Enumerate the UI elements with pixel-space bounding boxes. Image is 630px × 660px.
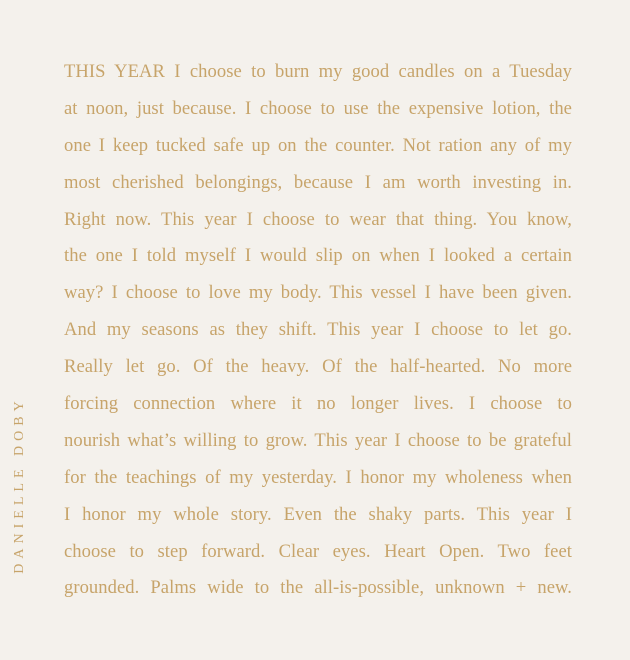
- quote-line: forcing connection where it no longer lives. I choose to: [64, 393, 572, 415]
- quote-line: I honor my whole story. Even the shaky parts. This year I: [64, 503, 572, 525]
- quote-line: the one I told myself I would slip on when I looked a certain: [64, 245, 572, 267]
- quote-line: THIS YEAR I choose to burn my good candles on a Tuesday: [64, 61, 572, 82]
- quote-line: grounded. Palms wide to the all-is-possible, unknown + new.: [64, 577, 572, 599]
- quote-line: for the teachings of my yesterday. I honor my wholeness when: [64, 466, 572, 488]
- quote-line: one I keep tucked safe up on the counter. Not ration any of my: [64, 134, 572, 156]
- quote-line: And my seasons as they shift. This year I choose to let go.: [64, 319, 572, 341]
- quote-line: Really let go. Of the heavy. Of the half-hearted. No more: [64, 356, 572, 378]
- quote-text: [64, 58, 572, 611]
- quote-line: Right now. This year I choose to wear that thing. You know,: [64, 208, 572, 230]
- quote-line: most cherished belongings, because I am worth investing in.: [64, 171, 572, 193]
- quote-line: way? I choose to love my body. This vessel I have been given.: [64, 282, 572, 304]
- quote-line: at noon, just because. I choose to use the expensive lotion, the: [64, 97, 572, 119]
- author-name: DANIELLE DOBY: [12, 396, 27, 574]
- quote-line: nourish what’s willing to grow. This year I choose to be grateful: [64, 429, 572, 451]
- quote-line: choose to step forward. Clear eyes. Heart Open. Two feet: [64, 540, 572, 562]
